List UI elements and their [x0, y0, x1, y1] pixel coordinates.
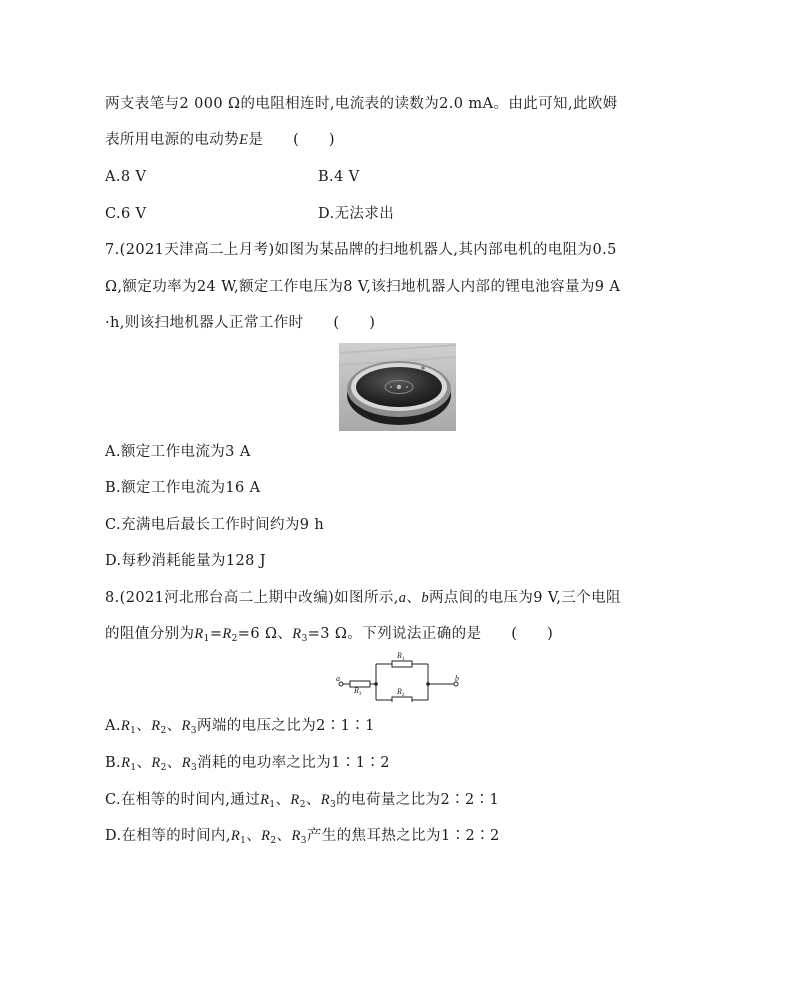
q7-text-line3: ·h,则该扫地机器人正常工作时 ( ): [105, 315, 376, 331]
q8-option-c: C.在相等的时间内,通过$R_1$、$R_2$、$R_3$的电荷量之比为2∶2∶1: [105, 792, 500, 810]
q6-option-c: C.6 V: [105, 206, 147, 222]
q6-option-a: A.8 V: [105, 169, 147, 185]
q7-option-a: A.额定工作电流为3 A: [105, 444, 251, 460]
q7-option-c: C.充满电后最长工作时间约为9 h: [105, 517, 325, 533]
junction-right: [426, 682, 430, 686]
label-r1: $R_1$: [397, 651, 405, 662]
label-r2: $R_2$: [397, 687, 405, 698]
q8-option-d: D.在相等的时间内$,R_1$、$R_2$、$R_3$产生的焦耳热之比为1∶2∶2: [105, 828, 500, 846]
q8-option-b: $B.R_1$、$R_2$、$R_3$消耗的电功率之比为1∶1∶2: [105, 755, 390, 773]
label-b: b: [455, 674, 459, 683]
q7-option-d: D.每秒消耗能量为128 J: [105, 553, 266, 569]
label-a: a: [336, 674, 340, 683]
label-r3: $R_3$: [354, 686, 362, 697]
robot-vacuum-photo: [339, 343, 456, 431]
q8-text-line2: 的阻值分别为$R_1=R_2=6$ Ω、$R_3=3$ Ω。下列说法正确的是 ( ): [105, 626, 554, 644]
q6-options-row1: [105, 167, 360, 187]
q8-text-line1: 8.(2021河北邢台高二上期中改编)如图所示,a、b两点间的电压为9 V,三个电阻: [105, 590, 621, 606]
q7-text-line2: Ω,额定功率为24 W,额定工作电压为8 V,该扫地机器人内部的锂电池容量为9 A: [105, 279, 621, 295]
circuit-diagram: [336, 648, 464, 702]
q7-option-b: B.额定工作电流为16 A: [105, 480, 261, 496]
q6-option-d: D.无法求出: [318, 206, 395, 222]
junction-left: [374, 682, 378, 686]
q6-options-row2: [105, 204, 395, 224]
q6-text-line1: 两支表笔与2 000 Ω的电阻相连时,电流表的读数为2.0 mA。由此可知,此欧姆: [105, 96, 618, 112]
q6-text-line2: 表所用电源的电动势E是 ( ): [105, 132, 335, 148]
q7-text-line1: 7.(2021天津高二上月考)如图为某品牌的扫地机器人,其内部电机的电阻为0.5: [105, 242, 617, 258]
q6-option-b: B.4 V: [318, 169, 360, 185]
q8-option-a: $A.R_1$、$R_2$、$R_3$两端的电压之比为2∶1∶1: [105, 718, 375, 736]
